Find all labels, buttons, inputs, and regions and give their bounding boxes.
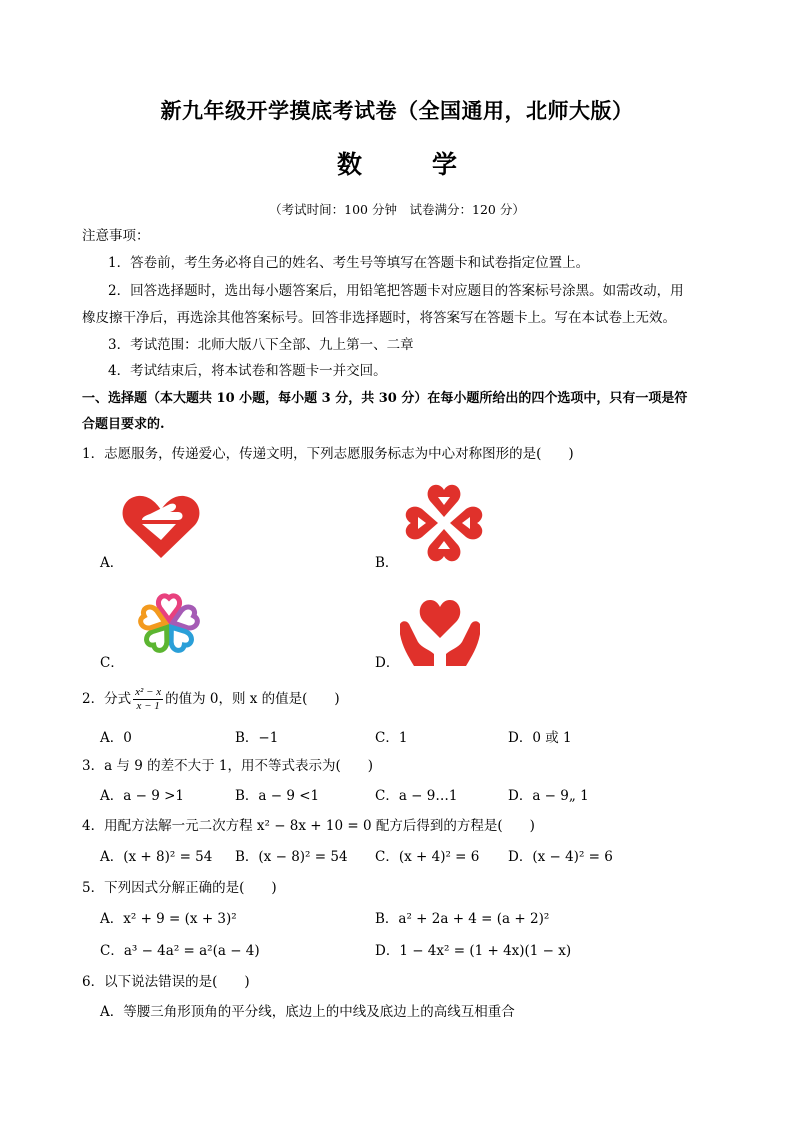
q6-option-a: A．等腰三角形顶角的平分线，底边上的中线及底边上的高线互相重合 [100, 1004, 515, 1020]
q3-option-c: C．a − 9…1 [375, 788, 458, 804]
q2-suffix: 的值为 0，则 x 的值是( ) [165, 691, 340, 707]
q6-stem: 6．以下说法错误的是( ) [82, 974, 250, 990]
subject-char-2: 学 [432, 150, 458, 179]
q1-option-c-label: C． [100, 655, 124, 671]
notes-item-2a: 2．回答选择题时，选出每小题答案后，用铅笔把答题卡对应题目的答案标号涂黑。如需改动，用 [108, 283, 684, 299]
q2-fraction [133, 686, 163, 713]
section-heading-line2: 合题目要求的. [82, 417, 165, 432]
q2-option-a: A．0 [100, 730, 132, 746]
notes-item-3: 3．考试范围：北师大版八下全部、九上第一、二章 [108, 337, 414, 353]
q4-option-d: D．(x − 4)² = 6 [508, 849, 613, 865]
q5-stem: 5．下列因式分解正确的是( ) [82, 880, 277, 896]
q1-option-d-label: D． [375, 655, 400, 671]
subject-heading [0, 145, 794, 181]
q2-option-b: B．−1 [235, 730, 279, 746]
q5-option-d: D．1 − 4x² = (1 + 4x)(1 − x) [375, 943, 572, 959]
logo-b-four-hearts-icon [398, 478, 490, 568]
logo-d-heart-hands-icon [398, 590, 482, 668]
notes-item-1: 1．答卷前，考生务必将自己的姓名、考生号等填写在答题卡和试卷指定位置上。 [108, 255, 590, 271]
q2-option-d: D．0 或 1 [508, 730, 572, 746]
q1-option-a-label: A． [100, 555, 124, 571]
section-heading-line1: 一、选择题（本大题共 10 小题，每小题 3 分，共 30 分）在每小题所给出的四个选项中，只有一项是符 [82, 391, 688, 406]
subject-char-1: 数 [336, 150, 362, 179]
q3-stem: 3．a 与 9 的差不大于 1，用不等式表示为( ) [82, 758, 374, 774]
q5-option-b: B．a² + 2a + 4 = (a + 2)² [375, 911, 550, 927]
q2-stem [82, 683, 340, 715]
exam-title: 新九年级开学摸底考试卷（全国通用，北师大版） [160, 98, 634, 123]
q2-fraction-denominator: x − 1 [136, 700, 160, 712]
q2-fraction-numerator: x² − x [135, 686, 162, 698]
q5-option-c: C．a³ − 4a² = a²(a − 4) [100, 943, 260, 959]
q4-option-b: B．(x − 8)² = 54 [235, 849, 348, 865]
q3-option-b: B．a − 9 <1 [235, 788, 320, 804]
q1-stem: 1．志愿服务，传递爱心，传递文明，下列志愿服务标志为中心对称图形的是( ) [82, 446, 574, 462]
q1-option-b-label: B． [375, 555, 399, 571]
notes-heading: 注意事项： [82, 228, 150, 244]
q2-prefix: 2．分式 [82, 691, 132, 707]
q3-option-d: D．a − 9„ 1 [508, 788, 589, 804]
q4-option-a: A．(x + 8)² = 54 [100, 849, 213, 865]
q3-option-a: A．a − 9 >1 [100, 788, 184, 804]
q4-stem: 4．用配方法解一元二次方程 x² − 8x + 10 = 0 配方后得到的方程是( ) [82, 818, 535, 834]
logo-c-five-hearts-icon [124, 580, 214, 664]
exam-info: （考试时间：100 分钟 试卷满分：120 分） [269, 202, 525, 217]
q2-option-c: C．1 [375, 730, 408, 746]
q5-option-a: A．x² + 9 = (x + 3)² [100, 911, 237, 927]
notes-item-2b: 橡皮擦干净后，再选涂其他答案标号。回答非选择题时，将答案写在答题卡上。写在本试卷上无效。 [82, 310, 676, 326]
logo-a-heart-hand-icon [120, 490, 202, 562]
notes-item-4: 4．考试结束后，将本试卷和答题卡一并交回。 [108, 363, 387, 379]
q4-option-c: C．(x + 4)² = 6 [375, 849, 480, 865]
